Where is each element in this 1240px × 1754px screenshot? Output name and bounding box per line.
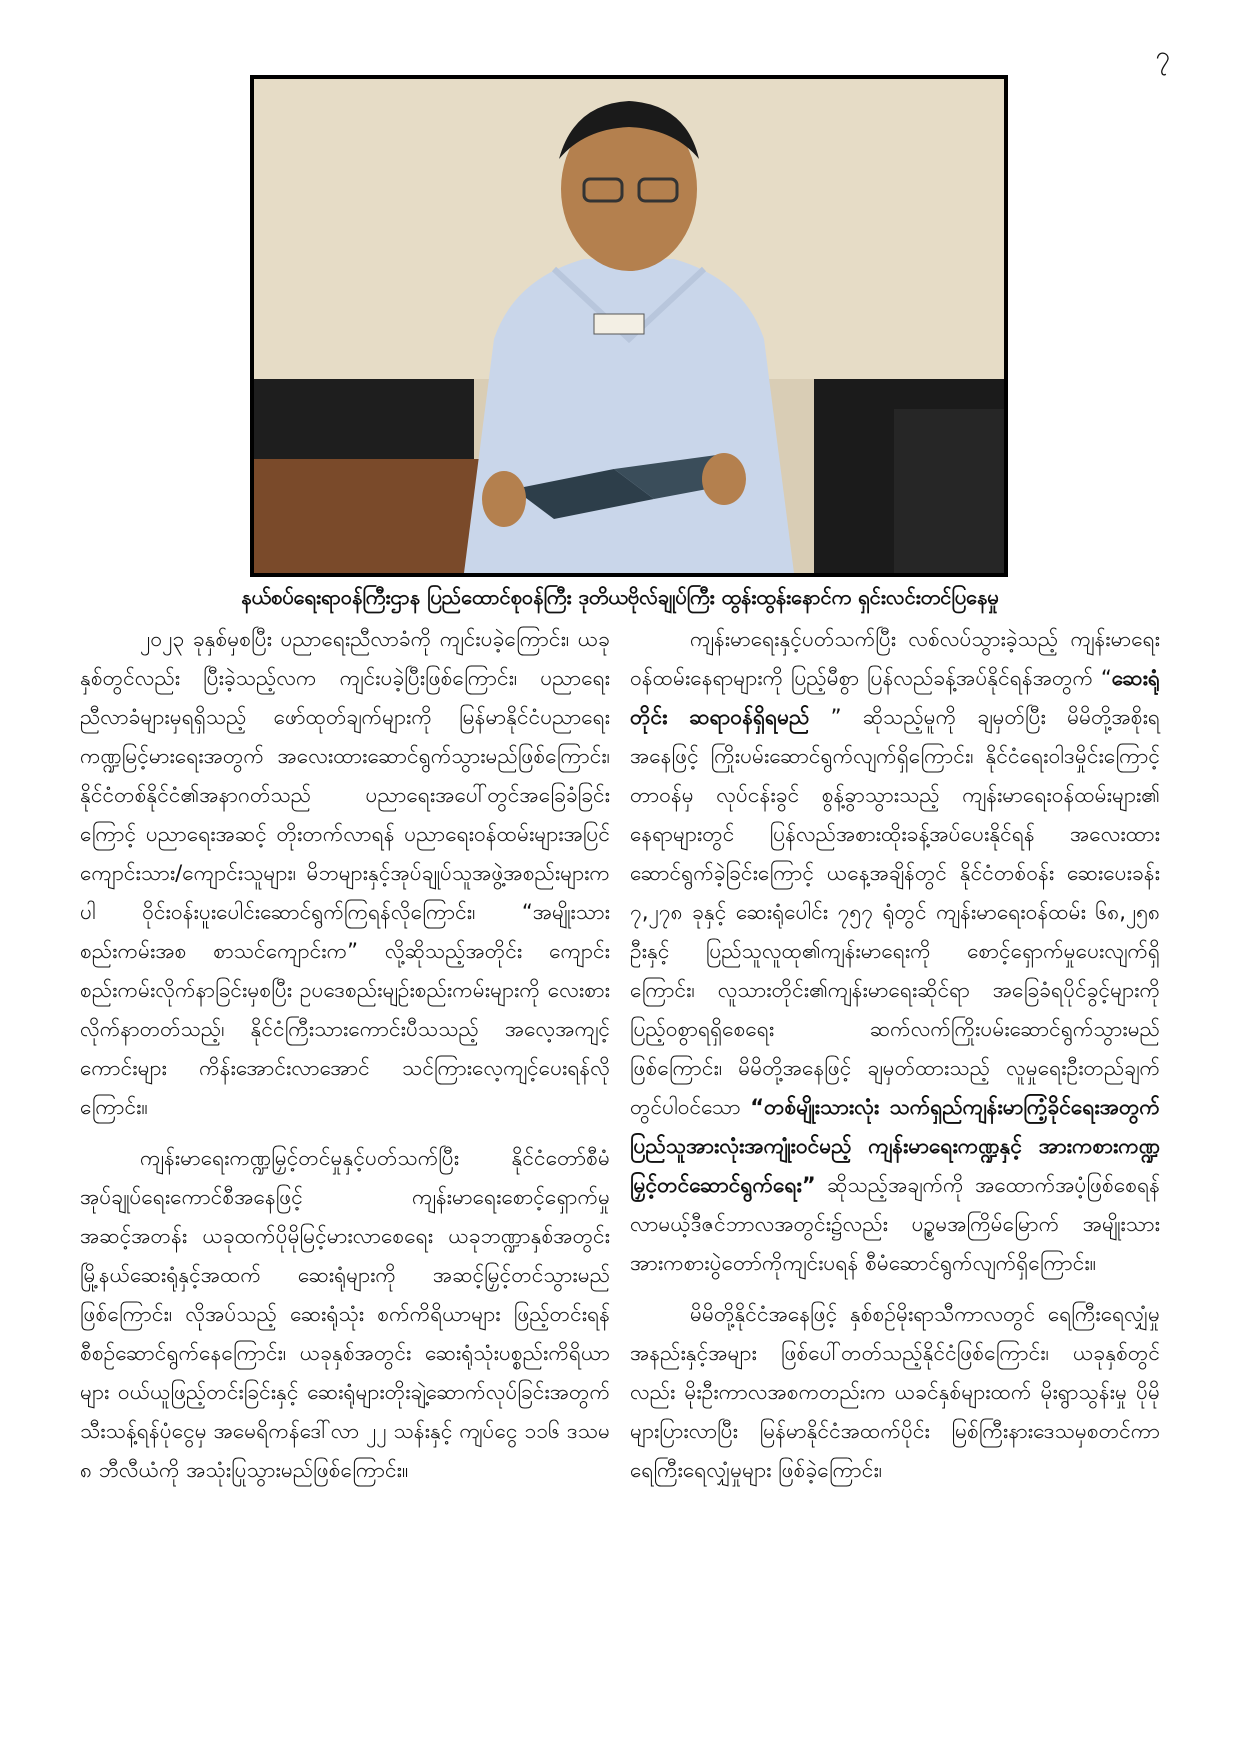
left-column [80, 620, 610, 1502]
paragraph [630, 620, 1160, 1283]
photo-caption: နယ်စပ်ရေးရာဝန်ကြီးဌာန ပြည်ထောင်စုဝန်ကြီး ဒုတိယဗိုလ်ချုပ်ကြီး ထွန်းထွန်းနောင်က ရှင်းလင်းတင်ပြနေမှု [241, 585, 999, 609]
paragraph: ၂၀၂၃ ခုနှစ်မှစပြီး ပညာရေးညီလာခံကို ကျင်းပခဲ့ကြောင်း၊ ယခုနှစ်တွင်လည်း ပြီးခဲ့သည့်လက ကျင်းပခဲ့ပြီးဖြစ်ကြောင်း၊ ပညာရေးညီလာခံများမှရရှိသည့် ဖော်ထုတ်ချက်များကို မြန်မာနိုင်ငံပညာရေး ကဏ္ဍမြင့်မားရေးအတွက် အလေးထားဆောင်ရွက်သွားမည်ဖြစ်ကြောင်း၊ နိုင်ငံတစ်နိုင်ငံ၏အနာဂတ်သည် ပညာရေးအပေါ်တွင်အခြေခံခြင်းကြောင့် ပညာရေးအဆင့် တိုးတက်လာရန် ပညာရေးဝန်ထမ်းများအပြင် ကျောင်းသား/ကျောင်းသူများ၊ မိဘများနှင့်အုပ်ချုပ်သူအဖွဲ့အစည်းများကပါ ဝိုင်းဝန်းပူးပေါင်းဆောင်ရွက်ကြရန်လိုကြောင်း၊ “အမျိုးသား စည်းကမ်းအစ စာသင်ကျောင်းက” လို့ဆိုသည့်အတိုင်း ကျောင်းစည်းကမ်းလိုက်နာခြင်းမှစပြီး ဥပဒေစည်းမျဉ်းစည်းကမ်းများကို လေးစားလိုက်နာတတ်သည့်၊ နိုင်ငံကြီးသားကောင်းပီသသည့် အလေ့အကျင့်ကောင်းများ ကိန်းအောင်းလာအောင် သင်ကြားလေ့ကျင့်ပေးရန်လိုကြောင်း။ [80, 627, 610, 1119]
paragraph-text: ကျန်းမာရေးနှင့်ပတ်သက်ပြီး လစ်လပ်သွားခဲ့သည့် ကျန်းမာရေးဝန်ထမ်းနေရာများကို ပြည့်မီစွာ ပြန်လည်ခန့်အပ်နိုင်ရန်အတွက် “ [630, 627, 1160, 690]
paragraph-text: ဆိုသည့်အချက်ကို အထောက်အပံ့ဖြစ်စေရန် လာမယ့်ဒီဇင်ဘာလအတွင်း၌လည်း ပဉ္စမအကြိမ်မြောက် အမျိုးသားအားကစားပွဲတော်ကိုကျင်းပရန် စီမံဆောင်ရွက်လျက်ရှိကြောင်း။ [630, 1173, 1160, 1275]
article-photo [250, 75, 1008, 577]
page-number: ၇ [1155, 41, 1170, 71]
paragraph: မိမိတို့နိုင်ငံအနေဖြင့် နှစ်စဉ်မိုးရာသီကာလတွင် ရေကြီးရေလျှံမှု အနည်းနှင့်အများ ဖြစ်ပေါ်တတ်သည့်နိုင်ငံဖြစ်ကြောင်း၊ ယခုနှစ်တွင်လည်း မိုးဦးကာလအစကတည်းက ယခင်နှစ်များထက် မိုးရွာသွန်းမှု ပိုမိုများပြားလာပြီး မြန်မာနိုင်ငံအထက်ပိုင်း မြစ်ကြီးနားဒေသမှစတင်ကာ ရေကြီးရေလျှံမှုများ ဖြစ်ခဲ့ကြောင်း၊ [630, 1302, 1160, 1482]
objective-bold-text: “တစ်မျိုးသားလုံး သက်ရှည်ကျန်းမာကြံ့ခိုင်ရေးအတွက် ပြည်သူအားလုံးအကျုံးဝင်မည့် ကျန်းမာရေးကဏ္ဍနှင့် အားကစားကဏ္ဍ မြှင့်တင်ဆောင်ရွက်ရေး” [630, 1095, 1160, 1197]
paragraph: ကျန်းမာရေးကဏ္ဍမြှင့်တင်မှုနှင့်ပတ်သက်ပြီး နိုင်ငံတော်စီမံအုပ်ချုပ်ရေးကောင်စီအနေဖြင့် ကျန်းမာရေးစောင့်ရှောက်မှုအဆင့်အတန်း ယခုထက်ပိုမိုမြင့်မားလာစေရေး ယခုဘဏ္ဍာနှစ်အတွင်း မြို့နယ်ဆေးရုံနှင့်အထက် ဆေးရုံများကို အဆင့်မြှင့်တင်သွားမည်ဖြစ်ကြောင်း၊ လိုအပ်သည့် ဆေးရုံသုံး စက်ကိရိယာများ ဖြည့်တင်းရန် စီစဉ်ဆောင်ရွက်နေကြောင်း၊ ယခုနှစ်အတွင်း ဆေးရုံသုံးပစ္စည်းကိရိယာများ ဝယ်ယူဖြည့်တင်းခြင်းနှင့် ဆေးရုံများတိုးချဲ့ဆောက်လုပ်ခြင်းအတွက် သီးသန့်ရန်ပုံငွေမှ အမေရိကန်ဒေါ်လာ ၂၂ သန်းနှင့် ကျပ်ငွေ ၁၁၆ ဒသမ ၈ ဘီလီယံကို အသုံးပြုသွားမည်ဖြစ်ကြောင်း။ [80, 1146, 610, 1482]
paragraph-text: ” ဆိုသည့်မူကို ချမှတ်ပြီး မိမိတို့အစိုးရ အနေဖြင့် ကြိုးပမ်းဆောင်ရွက်လျက်ရှိကြောင်း၊ နိုင်ငံရေးဝါဒမှိုင်းကြောင့် တာဝန်မှ လုပ်ငန်းခွင် စွန့်ခွာသွားသည့် ကျန်းမာရေးဝန်ထမ်းများ၏ နေရာများတွင် ပြန်လည်အစားထိုးခန့်အပ်ပေးနိုင်ရန် အလေးထားဆောင်ရွက်ခဲ့ခြင်းကြောင့် ယနေ့အချိန်တွင် နိုင်ငံတစ်ဝန်း ဆေးပေးခန်း ၇,၂၇၈ ခုနှင့် ဆေးရုံပေါင်း ၇၅၇ ရုံတွင် ကျန်းမာရေးဝန်ထမ်း ၆၈,၂၅၈ ဦးနှင့် ပြည်သူလူထု၏ကျန်းမာရေးကို စောင့်ရှောက်မှုပေးလျက်ရှိကြောင်း၊ လူသားတိုင်း၏ကျန်းမာရေးဆိုင်ရာ အခြေခံရပိုင်ခွင့်များကို ပြည့်ဝစွာရရှိစေရေး ဆက်လက်ကြိုးပမ်းဆောင်ရွက်သွားမည်ဖြစ်ကြောင်း၊ မိမိတို့အနေဖြင့် ချမှတ်ထားသည့် လူမှုရေးဦးတည်ချက်တွင်ပါဝင်သော [630, 705, 1160, 1119]
right-column [630, 620, 1160, 1502]
slogan-bold-text: ဆေးရုံတိုင်း ဆရာဝန်ရှိရမည် [630, 666, 1160, 729]
photo-illustration [254, 79, 1004, 573]
